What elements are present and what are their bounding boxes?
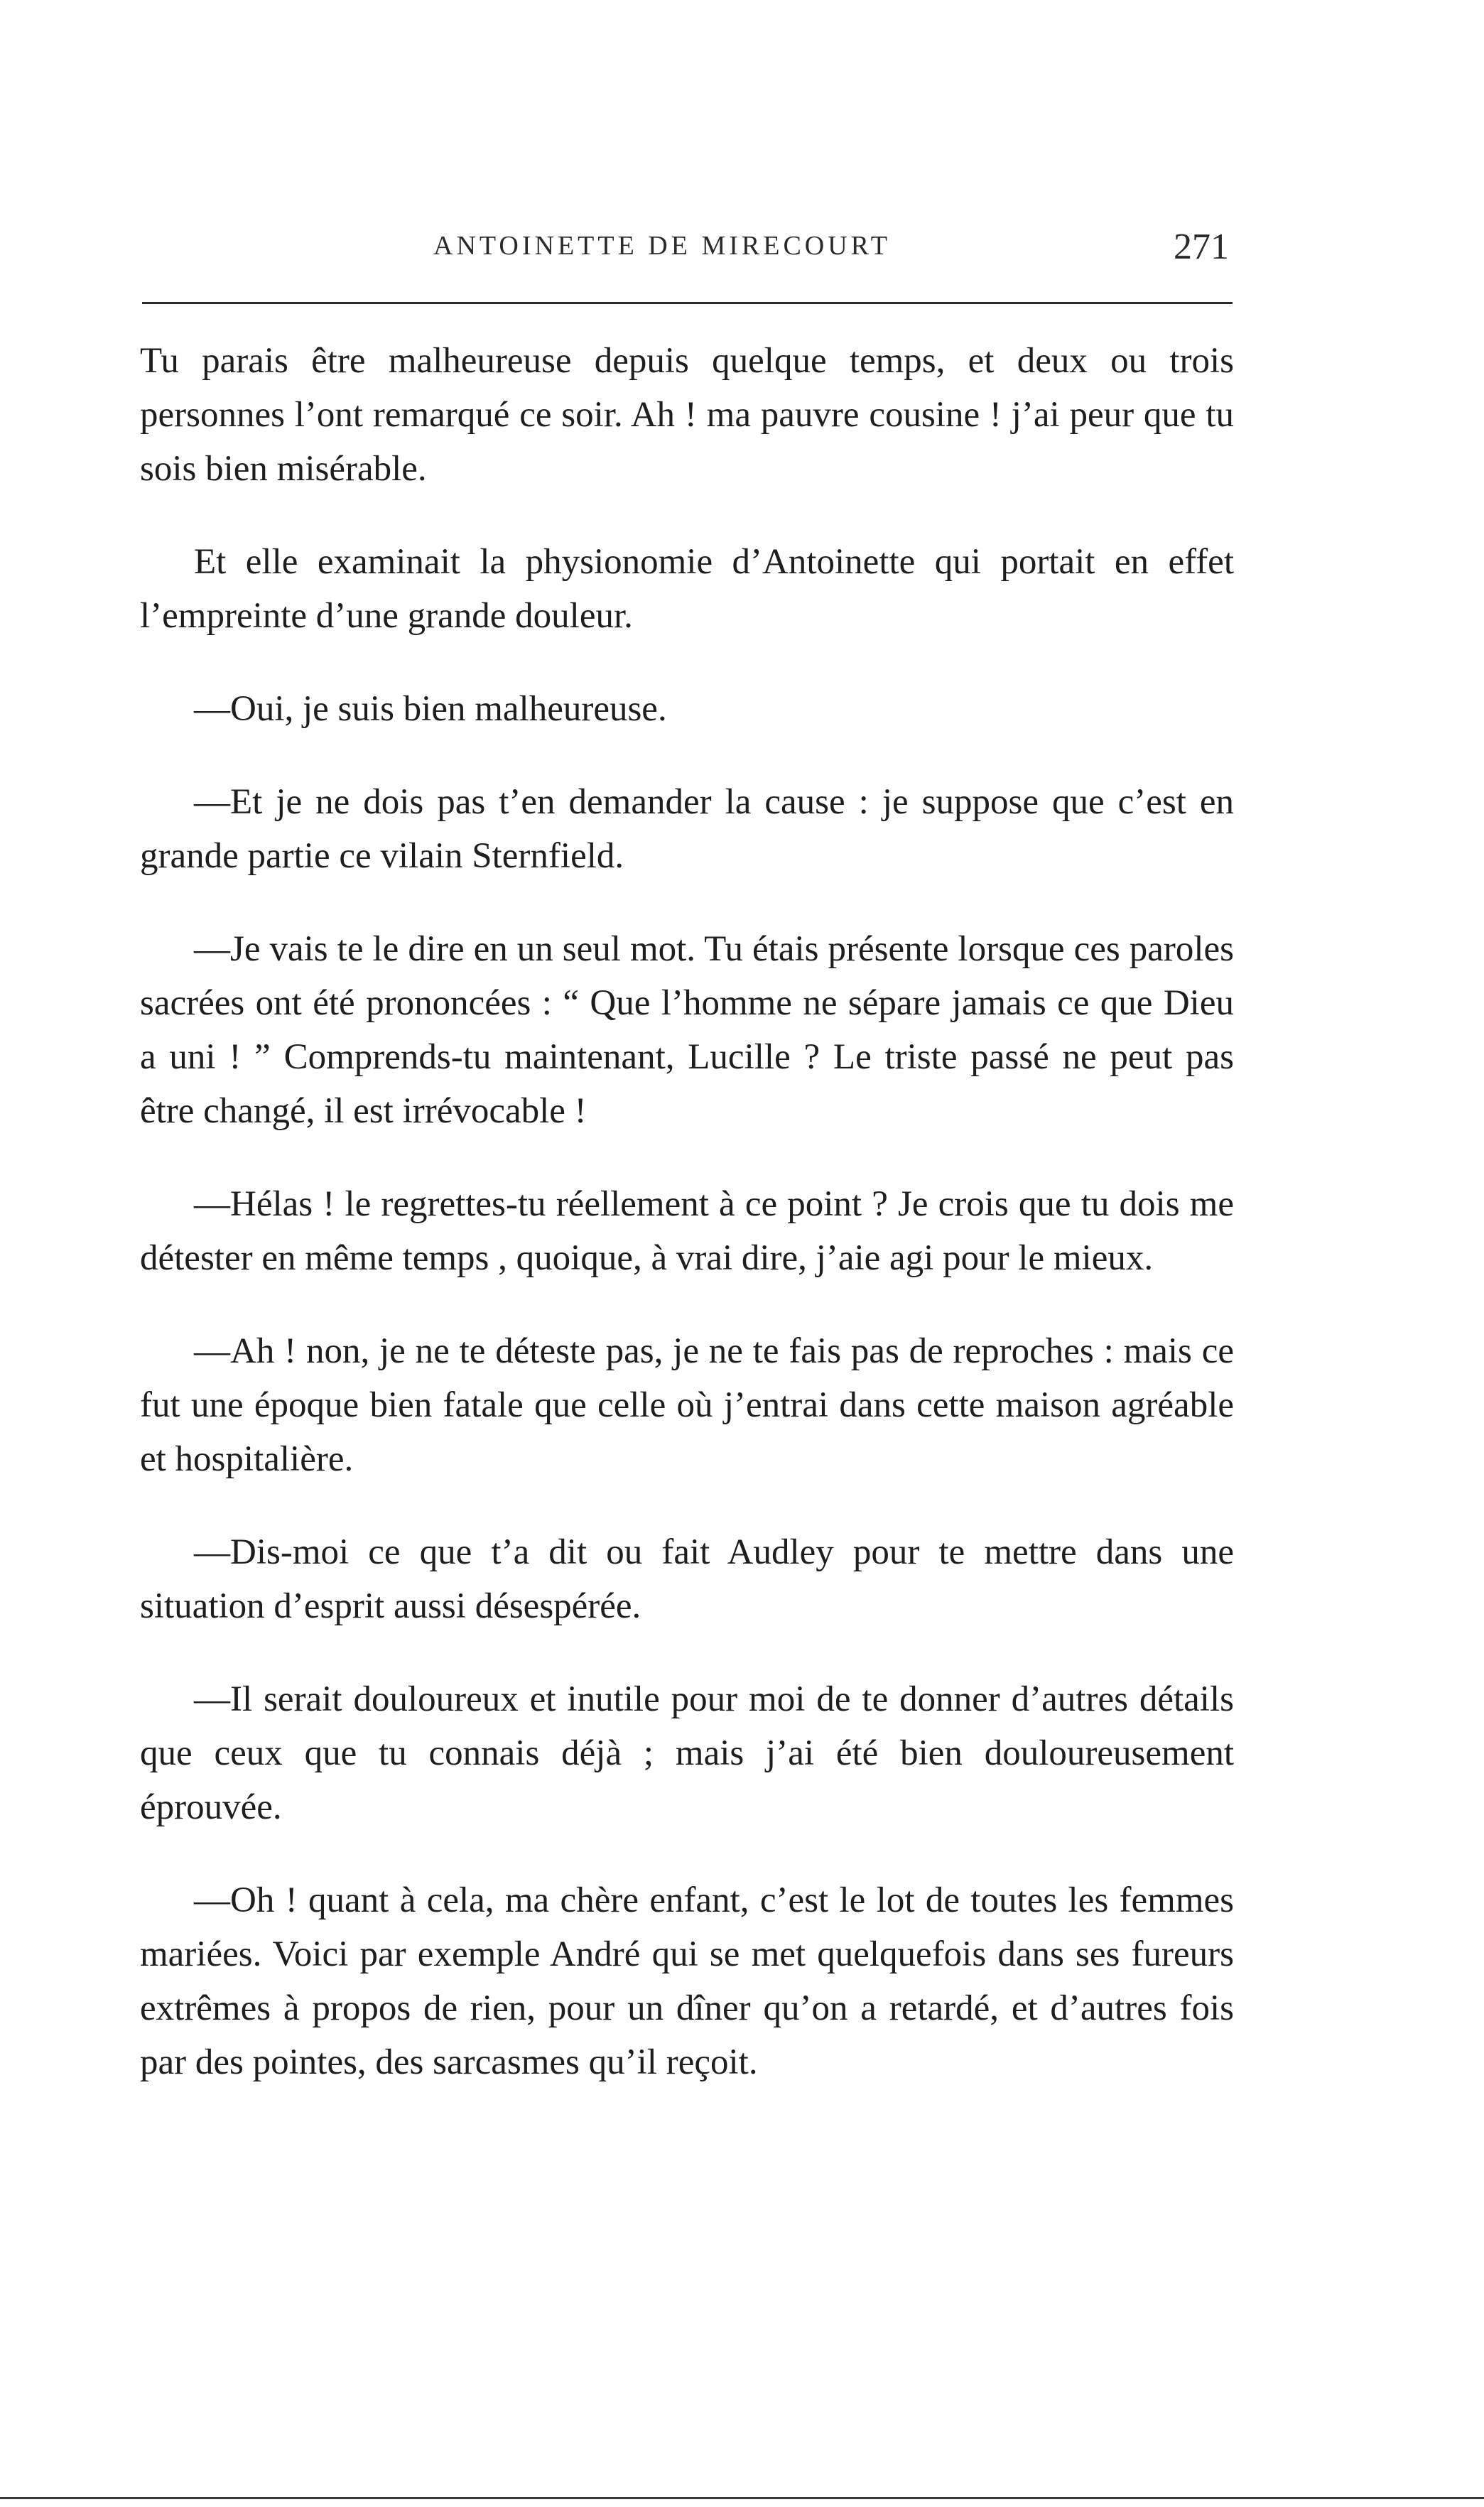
body-text [140, 334, 1234, 2128]
paragraph-3: —Oui, je suis bien malheureuse. [194, 689, 667, 729]
header-rule [142, 302, 1233, 304]
paragraph-1: Tu parais être malheureuse depuis quelque temps, et deux ou trois personnes l’ont remarqué ce soir. Ah ! ma pauvre cousine ! j’ai peur que tu sois bien misérable. [140, 341, 1234, 489]
running-head [142, 226, 1243, 269]
paragraph-4: —Et je ne dois pas t’en demander la cause : je suppose que c’est en grande partie ce vilain Sternfield. [140, 782, 1234, 876]
paragraph-6: —Hélas ! le regrettes-tu réellement à ce point ? Je crois que tu dois me détester en même temps , quoique, à vrai dire, j’aie agi pour le mieux. [140, 1184, 1234, 1278]
page-bottom-edge [0, 2497, 1484, 2499]
paragraph-9: —Il serait douloureux et inutile pour moi de te donner d’autres détails que ceux que tu connais déjà ; mais j’ai été bien douloureusement éprouvée. [140, 1679, 1234, 1827]
paragraph-5: —Je vais te le dire en un seul mot. Tu étais présente lorsque ces paroles sacrées ont été prononcées : “ Que l’homme ne sépare jamais ce que Dieu a uni ! ” Comprends-tu maintenant, Lucille ? Le triste passé ne peut pas être changé, il est irrévocable ! [140, 929, 1234, 1131]
paragraph-7: —Ah ! non, je ne te déteste pas, je ne te fais pas de reproches : mais ce fut une époque bien fatale que celle où j’entrai dans cette maison agréable et hospitalière. [140, 1331, 1234, 1479]
paragraph-2: Et elle examinait la physionomie d’Antoinette qui portait en effet l’empreinte d’une grande douleur. [140, 542, 1234, 636]
paragraph-8: —Dis-moi ce que t’a dit ou fait Audley pour te mettre dans une situation d’esprit aussi désespérée. [140, 1532, 1234, 1626]
page-number: 271 [1174, 227, 1229, 267]
paragraph-10: —Oh ! quant à cela, ma chère enfant, c’est le lot de toutes les femmes mariées. Voici par exemple André qui se met quelquefois dans ses fureurs extrêmes à propos de rien, pour un dîner qu’on a retardé, et d’autres fois par des pointes, des sarcasmes qu’il reçoit. [140, 1880, 1234, 2082]
running-title: ANTOINETTE DE MIRECOURT [433, 231, 891, 261]
